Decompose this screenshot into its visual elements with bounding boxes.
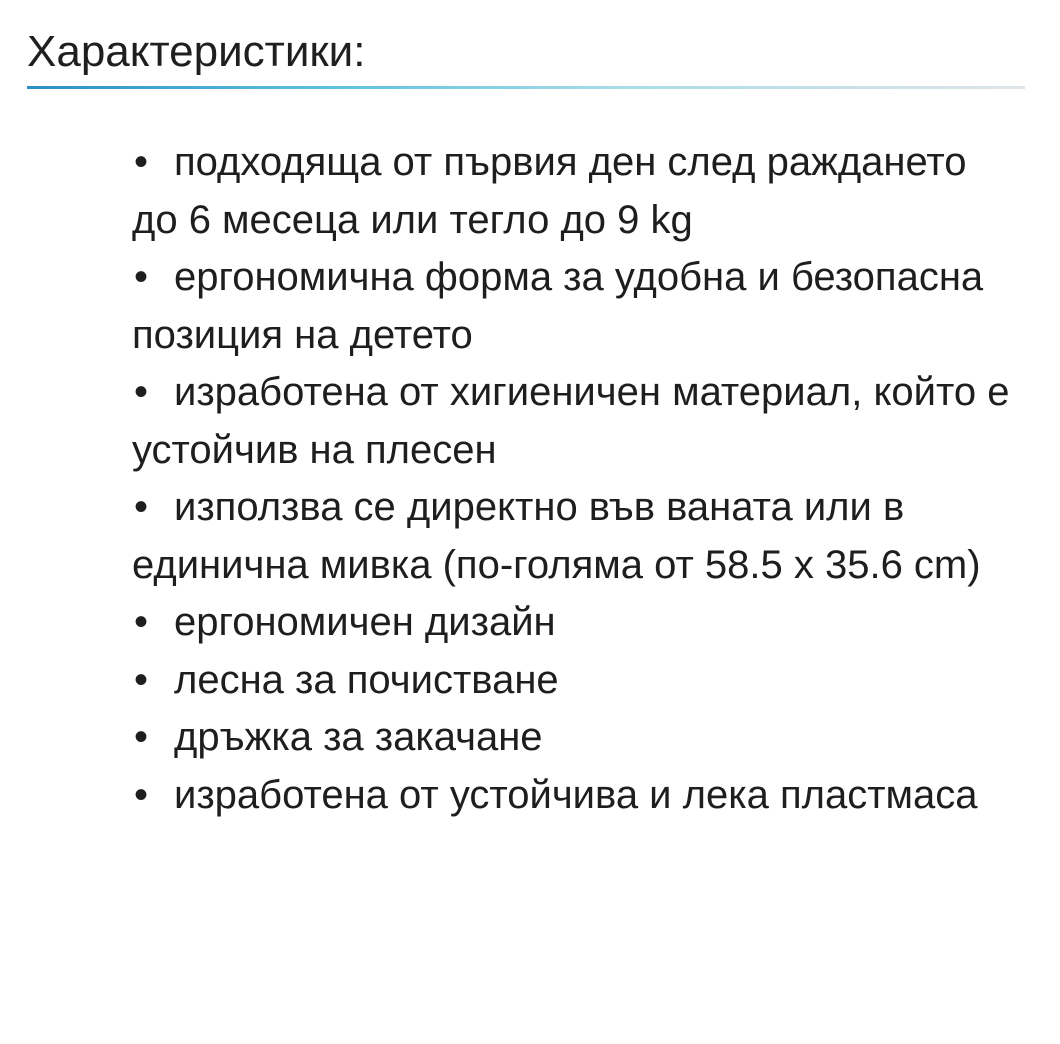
bullet-icon: • — [134, 772, 149, 817]
feature-text: ергономичен дизайн — [174, 600, 556, 644]
feature-item — [132, 767, 1012, 825]
section-heading: Характеристики: — [27, 27, 366, 76]
bullet-icon: • — [134, 657, 149, 702]
bullet-icon: • — [134, 255, 149, 299]
feature-text: използва се директно във ваната или в единична мивка (по-голяма от 58.5 x 35.6 cm) — [132, 485, 981, 587]
feature-item — [132, 134, 1012, 249]
bullet-icon: • — [134, 715, 149, 759]
feature-item — [132, 594, 1012, 652]
feature-item — [132, 652, 1012, 710]
bullet-icon: • — [134, 140, 149, 184]
bullet-icon: • — [134, 600, 149, 644]
features-list — [132, 134, 1012, 824]
feature-item — [132, 479, 1012, 594]
bullet-icon: • — [134, 370, 149, 414]
feature-text: ергономична форма за удобна и безопасна позиция на детето — [132, 255, 984, 357]
feature-text: подходяща от първия ден след раждането до 6 месеца или тегло до 9 kg — [132, 140, 967, 242]
feature-text: лесна за почистване — [174, 657, 559, 702]
feature-item — [132, 709, 1012, 767]
feature-text: изработена от хигиеничен материал, който е устойчив на плесен — [132, 370, 1010, 472]
feature-item — [132, 249, 1012, 364]
feature-item — [132, 364, 1012, 479]
bullet-icon: • — [134, 485, 149, 529]
heading-underline-divider — [27, 86, 1025, 89]
feature-text: изработена от устойчива и лека пластмаса — [174, 772, 978, 817]
feature-text: дръжка за закачане — [174, 715, 543, 759]
